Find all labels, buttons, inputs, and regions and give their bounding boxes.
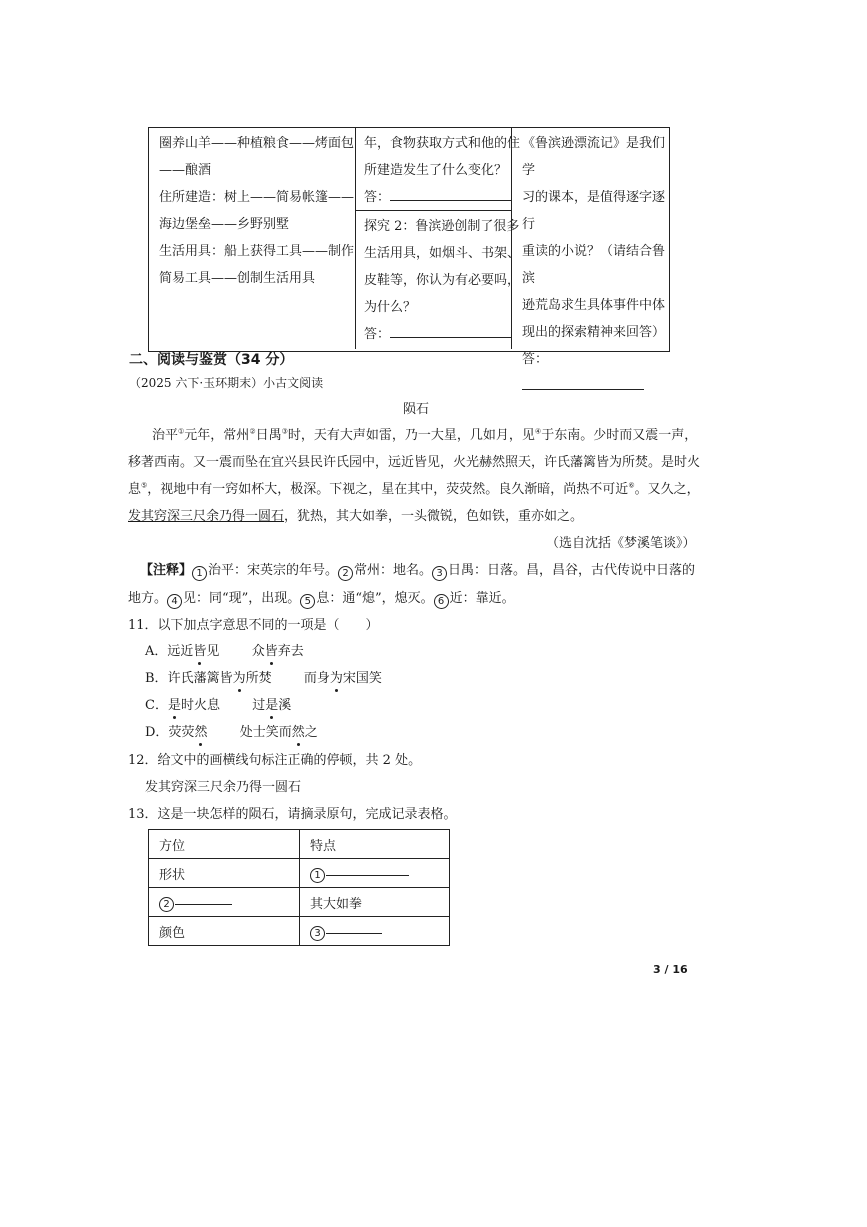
answer-blank[interactable] <box>390 188 512 201</box>
answer-blank[interactable] <box>326 863 409 876</box>
passage-line-1: 治平①元年，常州②日禺③时，天有大声如雷，乃一大星，几如月，见④于东南。少时而又震一声， <box>152 427 698 443</box>
table-col1: 圈养山羊——种植粮食——烤面包 ——酿酒 住所建造：树上——简易帐篷—— 海边堡垒——乡野别墅 生活用具：船上获得工具——制作 简易工具——创制生活用具 <box>159 136 355 286</box>
answer-blank[interactable] <box>175 892 232 905</box>
table-cell: 其大如拳 <box>300 888 450 917</box>
table-row <box>149 888 450 917</box>
table-col3: 《鲁滨逊漂流记》是我们学 习的课本，是值得逐字逐行 重读的小说？（请结合鲁滨 逊荒岛求生具体事件中体 现出的探索精神来回答） 答： <box>522 130 669 400</box>
underlined-sentence: 发其窍深三尺余乃得一圆石 <box>128 509 285 524</box>
passage-title: 陨石 <box>403 402 430 417</box>
answer-blank[interactable] <box>390 325 512 338</box>
meteorite-record-table <box>148 829 450 946</box>
answer-blank[interactable] <box>326 921 382 934</box>
table-row <box>149 917 450 946</box>
passage-line-2: 移著西南。又一震而坠在宜兴县民许氏园中，远近皆见，火光赫然照天，许氏藩篱皆为所焚。是时火 <box>128 455 701 470</box>
answer-blank[interactable] <box>522 377 644 390</box>
header-cell: 方位 <box>149 830 300 859</box>
notes-line-1: 【注释】 1 治平：宋英宗的年号。 2 常州：地名。 3 日禺：日落。昌，昌谷，古代传说中日落的 <box>140 563 696 579</box>
question-12-stem: 12．给文中的画横线句标注正确的停顿，共 2 处。 <box>128 753 422 768</box>
table-col2-bottom: 探究 2：鲁滨逊创制了很多 生活用具，如烟斗、书架、 皮鞋等，你认为有必要吗， 为什么？ 答： <box>364 219 521 342</box>
q11-option-b[interactable]: B．许氏藩篱皆为所焚 而身为宋国笑 <box>145 671 382 686</box>
answer-cell[interactable]: 2 <box>149 888 300 917</box>
table-col2-top: 年，食物获取方式和他的住 所建造发生了什么变化？ 答： <box>364 136 521 205</box>
passage-attribution: （选自沈括《梦溪笔谈》） <box>546 536 696 551</box>
answer-cell[interactable]: 1 <box>300 859 450 888</box>
passage-line-4: 发其窍深三尺余乃得一圆石，犹热，其大如拳，一头微锐，色如铁，重亦如之。 <box>128 509 584 524</box>
table-cell: 颜色 <box>149 917 300 946</box>
header-cell: 特点 <box>300 830 450 859</box>
section-source: （2025 六下·玉环期末）小古文阅读 <box>129 376 324 390</box>
table-divider <box>355 128 356 349</box>
question-11-stem: 11．以下加点字意思不同的一项是（ ） <box>128 618 379 633</box>
answer-cell[interactable]: 3 <box>300 917 450 946</box>
section-heading: 二、阅读与鉴赏（34 分） <box>129 352 294 368</box>
question-12-sentence[interactable]: 发其窍深三尺余乃得一圆石 <box>145 780 302 795</box>
page-number: 3 / 16 <box>653 963 688 976</box>
question-13-stem: 13．这是一块怎样的陨石，请摘录原句，完成记录表格。 <box>128 807 457 822</box>
passage-line-3: 息⑤，视地中有一窍如杯大，极深。下视之，星在其中，荧荧然。良久渐暗，尚热不可近⑥。又久之， <box>128 481 700 497</box>
table-row <box>149 859 450 888</box>
table-row <box>149 830 450 859</box>
q11-option-a[interactable]: A．远近皆见 众皆弃去 <box>145 644 304 659</box>
q11-option-d[interactable]: D．荧荧然 处士笑而然之 <box>145 725 318 740</box>
q11-option-c[interactable]: C．是时火息 过是溪 <box>145 698 292 713</box>
notes-line-2: 地方。 4 见：同“现”，出现。 5 息：通“熄”，熄灭。 6 近：靠近。 <box>128 591 515 607</box>
table-cell: 形状 <box>149 859 300 888</box>
